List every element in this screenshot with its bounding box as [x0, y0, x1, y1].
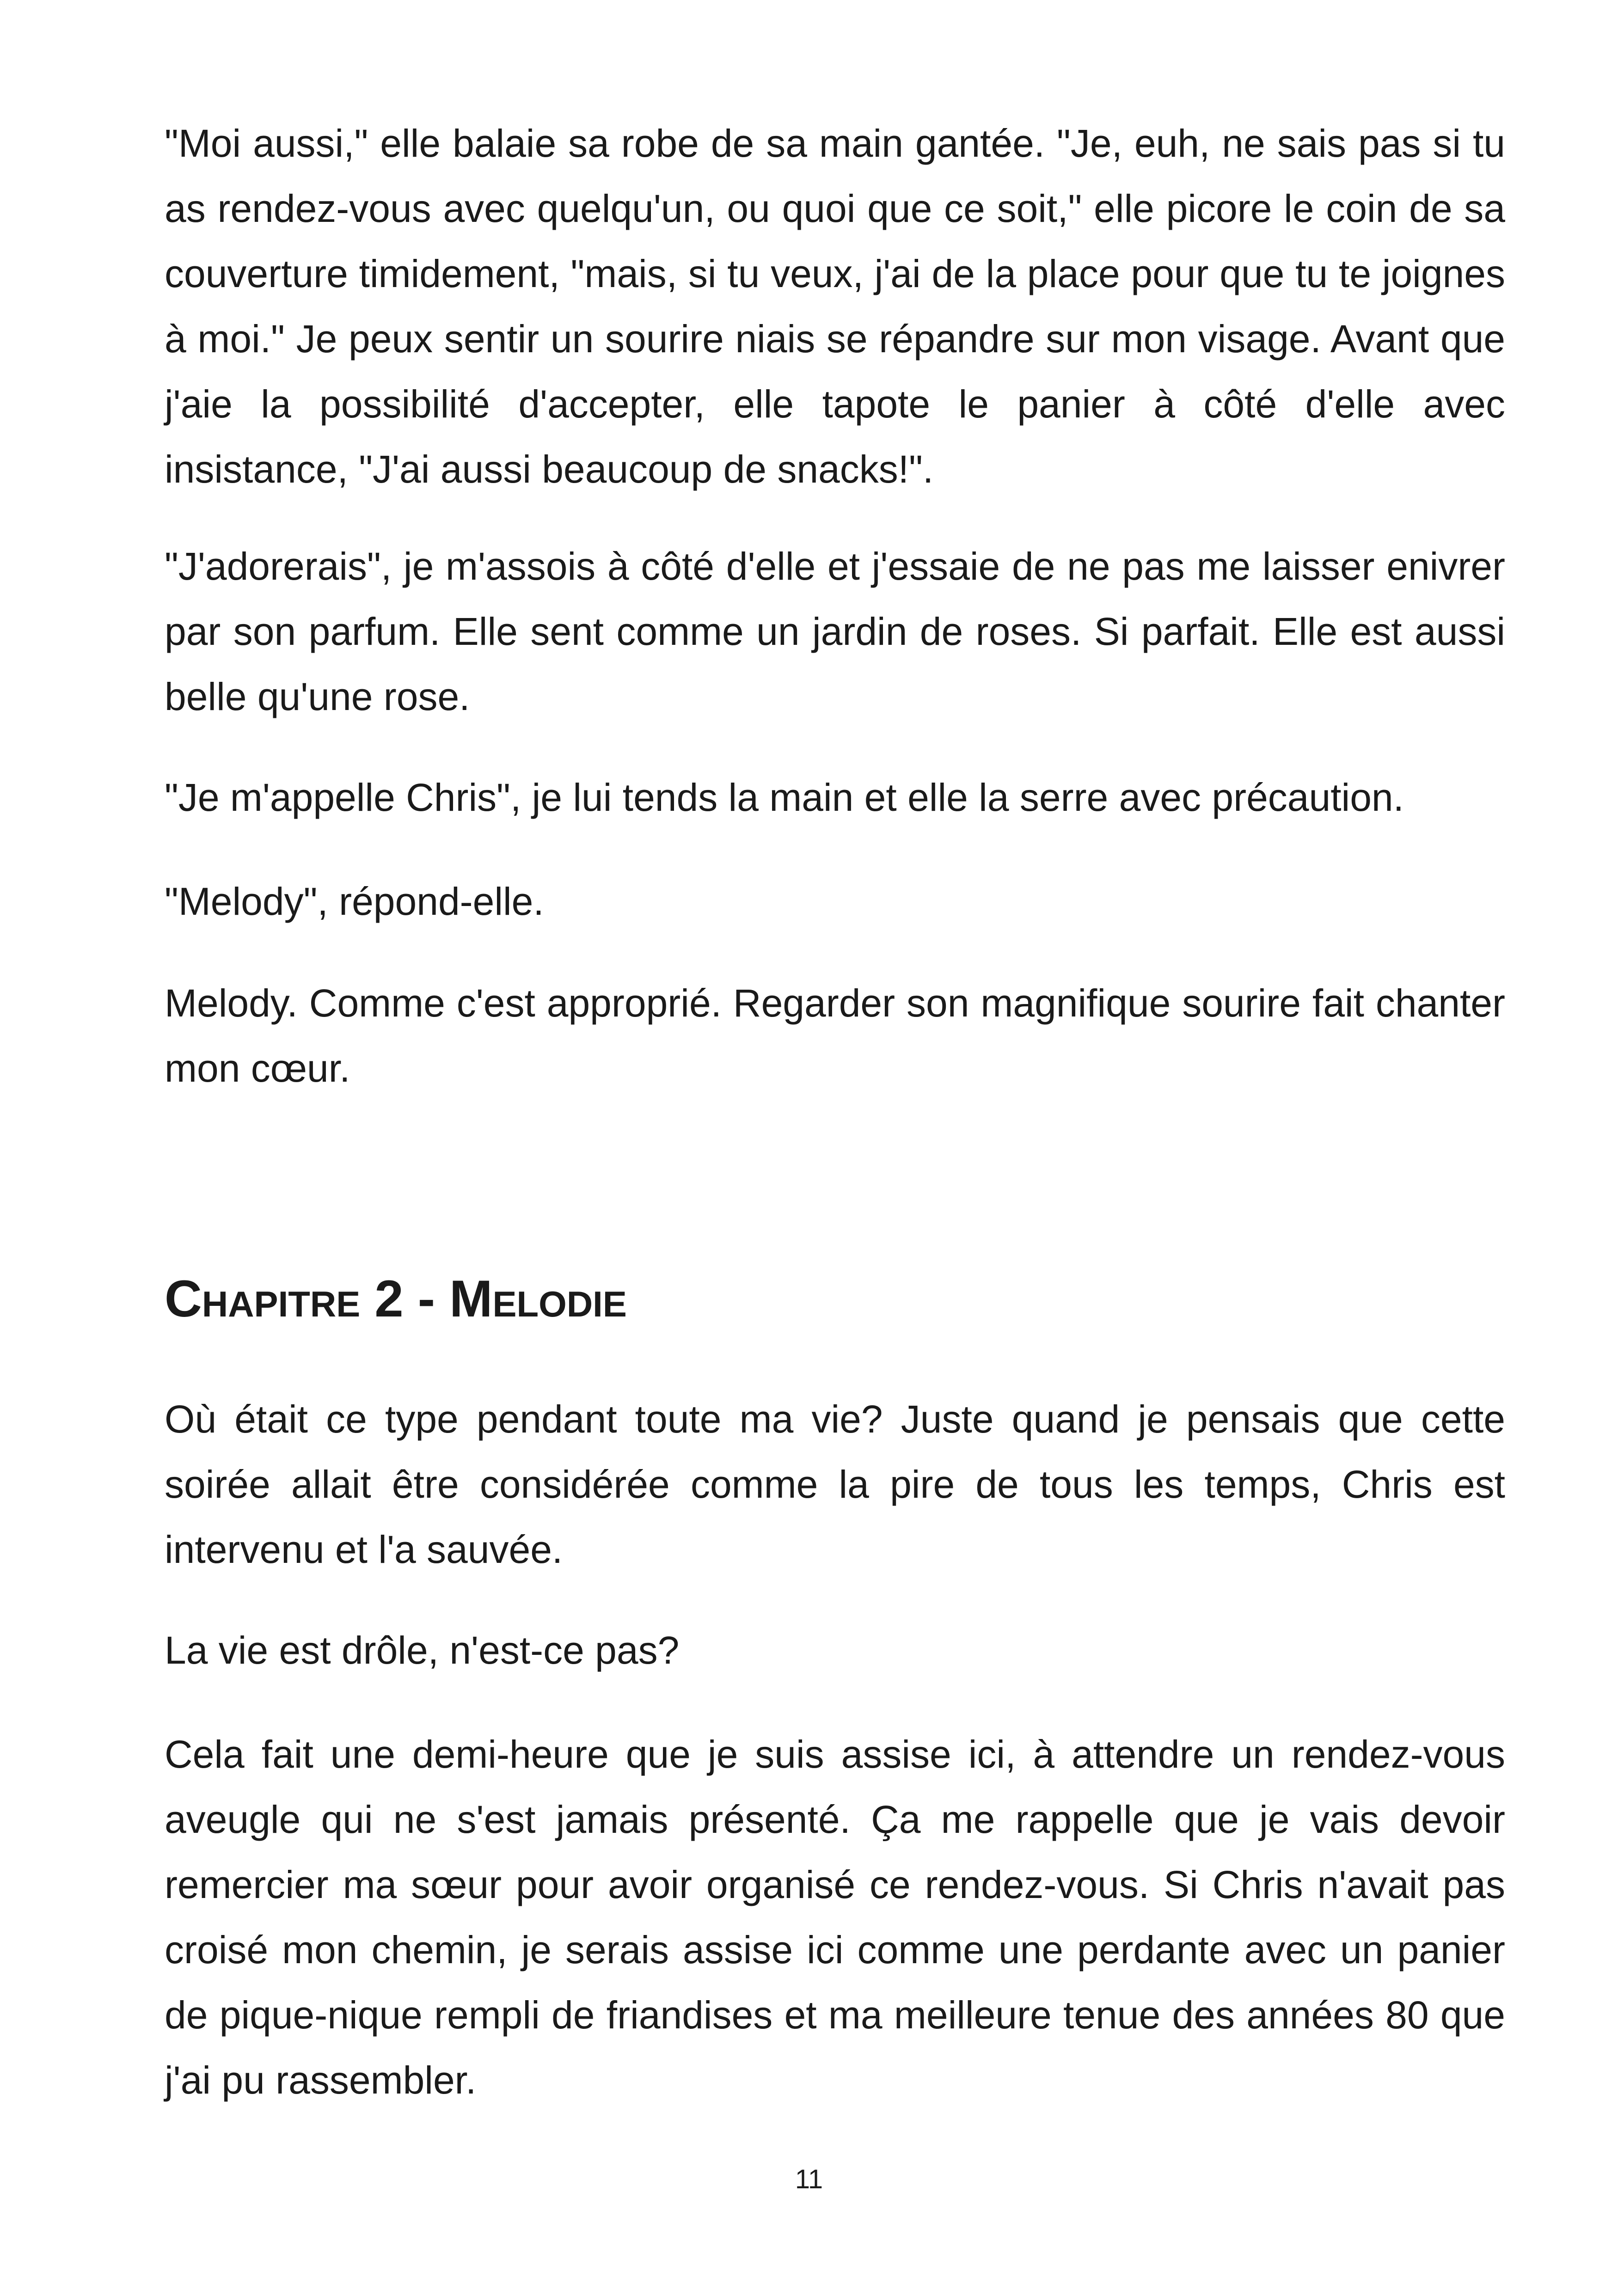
paragraph-text: Cela fait une demi-heure que je suis assise ici, à attendre un rendez-vous aveugle qui ne s'est jamais présenté. Ça me rappelle que je vais devoir remercier ma sœur pour avoir organisé ce rendez-vous. Si Chris n'avait pas croisé mon chemin, je serais assise ici comme une perdante avec un panier de pique-nique rempli de friandises et ma meilleure tenue des années 80 que j'ai pu rassembler.	[165, 1733, 1505, 2102]
paragraph	[165, 1618, 1505, 1683]
paragraph	[165, 111, 1505, 502]
paragraph-text: "Melody", répond-elle.	[165, 880, 544, 923]
paragraph-text: "Je m'appelle Chris", je lui tends la main et elle la serre avec précaution.	[165, 776, 1404, 819]
chapter-heading: Chapitre 2 - Melodie	[165, 1270, 627, 1328]
paragraph	[165, 971, 1505, 1101]
page-number: 11	[795, 2164, 823, 2194]
paragraph-text: "J'adorerais", je m'assois à côté d'elle et j'essaie de ne pas me laisser enivrer par son parfum. Elle sent comme un jardin de roses. Si parfait. Elle est aussi belle qu'une rose.	[165, 545, 1505, 718]
paragraph	[165, 765, 1505, 830]
paragraph-text: Où était ce type pendant toute ma vie? Juste quand je pensais que cette soirée allait être considérée comme la pire de tous les temps, Chris est intervenu et l'a sauvée.	[165, 1397, 1505, 1571]
paragraph	[165, 1387, 1505, 1582]
paragraph	[165, 1722, 1505, 2113]
paragraph	[165, 534, 1505, 729]
paragraph-text: La vie est drôle, n'est-ce pas?	[165, 1629, 680, 1672]
paragraph-text: Melody. Comme c'est approprié. Regarder son magnifique sourire fait chanter mon cœur.	[165, 981, 1505, 1090]
paragraph	[165, 869, 1505, 934]
paragraph-text: "Moi aussi," elle balaie sa robe de sa main gantée. "Je, euh, ne sais pas si tu as rendez-vous avec quelqu'un, ou quoi que ce soit," elle picore le coin de sa couverture timidement, "mais, si tu veux, j'ai de la place pour que tu te joignes à moi." Je peux sentir un sourire niais se répandre sur mon visage. Avant que j'aie la possibilité d'accepter, elle tapote le panier à côté d'elle avec insistance, "J'ai aussi beaucoup de snacks!".	[165, 122, 1505, 491]
